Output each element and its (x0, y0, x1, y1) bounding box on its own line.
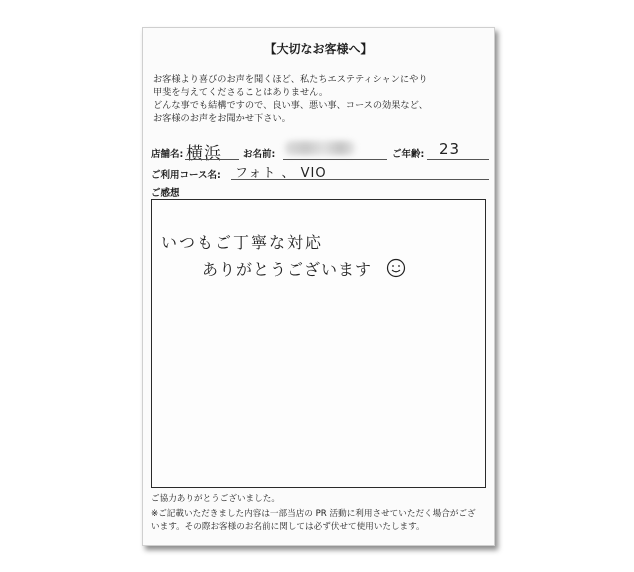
customer-feedback-card (142, 27, 495, 546)
impression-line-2: ありがとうございます (202, 260, 373, 279)
redacted-name (285, 141, 355, 155)
disclaimer-line-1: ※ご記載いただきました内容は一部当店の PR 活動に利用させていただく場合がござ (151, 509, 476, 519)
age-label: ご年齢: (392, 149, 425, 160)
intro-line-2: 甲斐を与えてくださることはありません。 (153, 87, 329, 98)
age-value: 23 (439, 140, 461, 158)
name-label: お名前: (243, 149, 276, 160)
impression-line-1: いつもご丁寧な対応 (161, 233, 324, 252)
card-title: 【大切なお客様へ】 (264, 42, 373, 56)
course-label: ご利用コース名: (151, 170, 221, 181)
thanks-text: ご協力ありがとうございました。 (151, 494, 280, 504)
course-value: フォト 、 VIO (235, 166, 327, 181)
intro-line-3: どんな事でも結構ですので、良い事、悪い事、コースの効果など、 (153, 100, 428, 111)
intro-line-4: お客様のお声をお聞かせ下さい。 (153, 113, 291, 124)
store-label: 店舗名: (151, 149, 184, 160)
impression-box (151, 199, 486, 488)
age-underline (427, 159, 489, 160)
course-underline (231, 179, 489, 180)
store-underline (185, 159, 239, 160)
intro-line-1: お客様より喜びのお声を聞くほど、私たちエステティシャンにやり (153, 74, 428, 85)
impression-label: ご感想 (151, 188, 180, 199)
disclaimer-line-2: います。その際お客様のお名前に関しては必ず伏せて使用いたします。 (151, 522, 425, 532)
name-underline (283, 159, 387, 160)
store-value: 横浜 (186, 144, 222, 164)
smiley-icon (386, 258, 406, 278)
